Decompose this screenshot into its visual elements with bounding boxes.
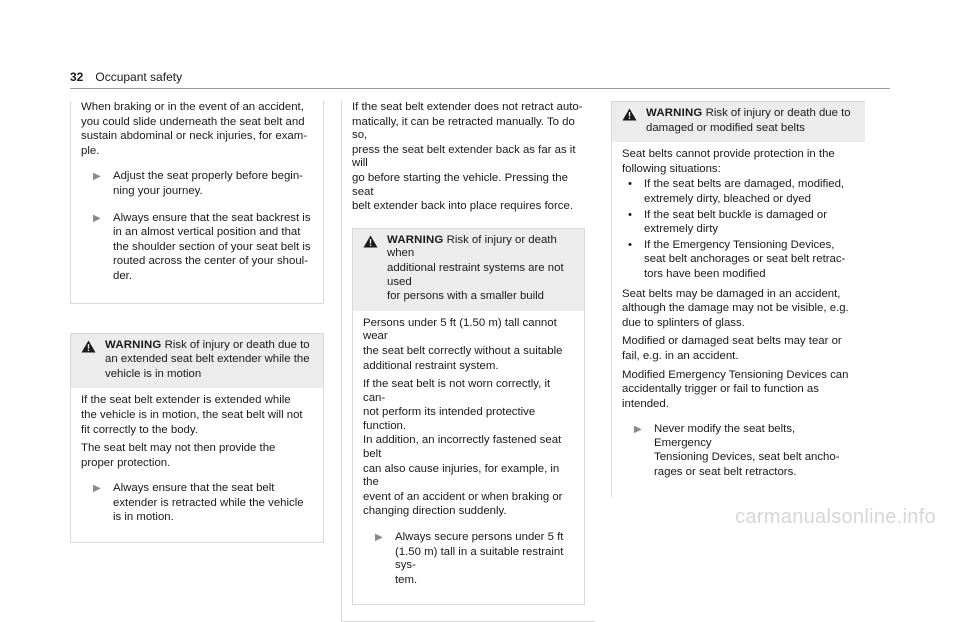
arrow-right-icon: ▶: [93, 212, 101, 224]
warning-header: WARNING Risk of injury or death due to an extended seat belt extender while the vehicle is in motion: [71, 334, 323, 389]
bullet-icon: •: [628, 208, 632, 221]
warning-header: WARNING Risk of injury or death when additional restraint systems are not used for persons with a smaller build: [353, 229, 584, 311]
header-rule: [70, 88, 890, 89]
column-1: [70, 101, 324, 543]
warning-box: [352, 228, 585, 606]
warning-label: WARNING: [646, 107, 703, 119]
arrow-right-icon: ▶: [93, 171, 101, 183]
page-header: [70, 71, 182, 85]
warning-label: WARNING: [387, 233, 444, 246]
intro-box: [341, 101, 595, 622]
instruction-step: ▶ Always ensure that the seat backrest is in an almost vertical position and that the shoulder section of your seat belt is routed across the center of your shoul- der.: [81, 212, 313, 285]
intro-paragraph: When braking or in the event of an accident, you could slide underneath the seat belt and sustain abdominal or neck injuries, for exam- ple.: [81, 101, 308, 157]
instruction-step: ▶ Always ensure that the seat belt extender is retracted while the vehicle is in motion.: [81, 482, 313, 526]
warning-body: Persons under 5 ft (1.50 m) tall cannot wear the seat belt correctly without a suitable additional restraint system. If the seat belt is not worn correctly, it can- not perform its intended protective function. In addition, an incorrectly fastened seat belt can also cause injuries, for example, in the event of an accident or when braking or changing direction suddenly. ▶ Always secure persons under 5 ft (1.50 m) tall in a suitable restraint sys- tem.: [353, 311, 584, 605]
instruction-step: ▶ Always secure persons under 5 ft (1.50 m) tall in a suitable restraint sys- tem.: [363, 531, 574, 588]
warning-box: [70, 333, 324, 544]
warning-header: WARNING Risk of injury or death due to damaged or modified seat belts: [612, 102, 865, 142]
warning-triangle-icon: [81, 339, 101, 383]
instruction-step: ▶ Adjust the seat properly before begin- ning your journey.: [81, 170, 313, 199]
watermark: carmanualsonline.info: [735, 506, 936, 529]
column-3: [611, 101, 865, 497]
bullet-icon: •: [628, 238, 632, 251]
list-item: • If the seat belt buckle is damaged or extremely dirty: [622, 209, 855, 238]
bullet-icon: •: [628, 178, 632, 191]
intro-box: [70, 101, 324, 304]
list-item: • If the Emergency Tensioning Devices, seat belt anchorages or seat belt retrac- tors have been modified: [622, 239, 855, 283]
arrow-right-icon: ▶: [634, 424, 642, 436]
list-item: • If the seat belts are damaged, modified, extremely dirty, bleached or dyed: [622, 178, 855, 207]
warning-label: WARNING: [105, 338, 162, 351]
arrow-right-icon: ▶: [93, 483, 101, 495]
intro-paragraph: If the seat belt extender does not retract auto- matically, it can be retracted manually. To do so, press the seat belt extender back as far as it will go before starting the vehicle. Pressing the seat belt extender back into place requires force.: [352, 101, 583, 213]
bullet-list: [622, 178, 855, 282]
warning-triangle-icon: [622, 107, 642, 136]
warning-body: Seat belts cannot provide protection in the following situations: • If the seat belts are damaged, modified, extremely dirty, bleached or dyed • If the seat belt buckle is damaged or extremely dirty • If the Emergency Tensioning Devices, seat belt anchorages or seat belt retrac- tors have been modified Seat belts may be damaged in an accident, although the damage may not be visible, e.g. due to splinters of glass. Modified or damaged seat belts may tear or fail, e.g. in an accident. Modified Emergency Tensioning Devices can accidentally trigger or fail to function as intended. ▶ Never modify the seat belts, Emergency Tensioning Devices, seat belt ancho- rages or seat belt retractors.: [612, 142, 865, 496]
column-2: [341, 101, 595, 622]
warning-box: [611, 101, 865, 497]
page-number: 32: [70, 70, 84, 84]
warning-triangle-icon: [363, 234, 383, 305]
instruction-step: ▶ Never modify the seat belts, Emergency Tensioning Devices, seat belt ancho- rages or seat belt retractors.: [622, 423, 855, 480]
arrow-right-icon: ▶: [375, 532, 383, 544]
warning-body: If the seat belt extender is extended while the vehicle is in motion, the seat belt will not fit correctly to the body. The seat belt may not then provide the proper protection. ▶ Always ensure that the seat belt extender is retracted while the vehicle is in motion.: [71, 388, 323, 542]
section-title: Occupant safety: [95, 70, 183, 84]
